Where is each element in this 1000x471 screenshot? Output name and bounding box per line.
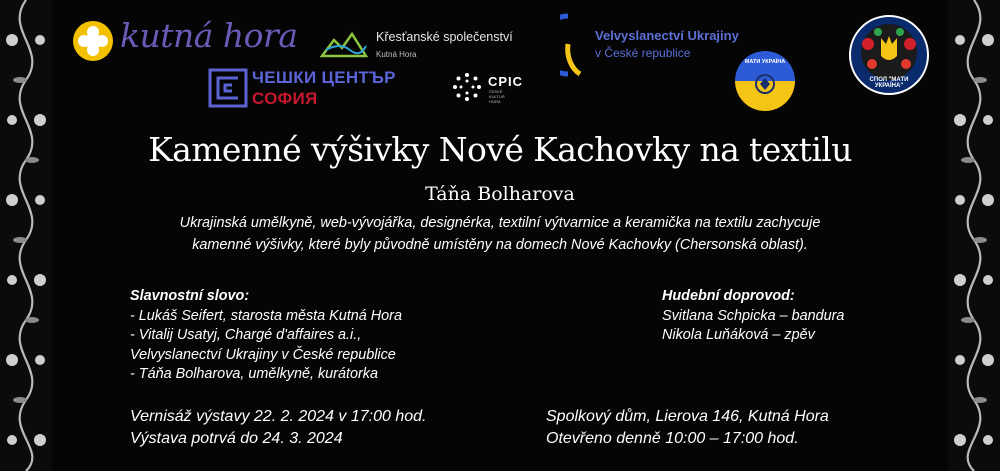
music-section: [662, 287, 844, 346]
ornament-border-left: [0, 0, 52, 471]
speeches-heading: Slavnostní slovo:: [130, 288, 250, 304]
description-line-1: Ukrajinská umělkyně, web-vývojářka, designérka, textilní výtvarnice a keramička na textilu zachycuje: [179, 215, 821, 231]
exhibition-duration: Výstava potrvá do 24. 3. 2024: [130, 430, 343, 447]
opening-hours: Otevřeno denně 10:00 – 17:00 hod.: [546, 430, 799, 447]
ornament-border-right: [948, 0, 1000, 471]
speeches-section: [130, 287, 402, 385]
mati-ukraina-text: СПОЛ "МАТИ УКРАЇНА": [869, 77, 909, 89]
venue-address: Spolkový dům, Lierova 146, Kutná Hora: [546, 408, 829, 425]
artist-description: [70, 212, 930, 256]
speech-line: - Lukáš Seifert, starosta města Kutná Hora: [130, 307, 402, 324]
embassy-line1: Velvyslanectví Ukrajiny: [595, 28, 739, 43]
krestanske-subtitle: Kutná Hora: [376, 50, 417, 59]
exhibition-title: Kamenné výšivky Nové Kachovky na textilu: [148, 130, 852, 169]
ukraine-badge-text: МАТИ УКРАЇНА: [744, 59, 786, 65]
ceshki-center-logo-icon: [208, 68, 248, 108]
ceshki-line2: СОФИЯ: [252, 89, 318, 108]
krestanske-spolecenstvi-logo-icon: [320, 28, 368, 60]
kutna-hora-emblem-icon: [72, 20, 114, 62]
cpic-small-text: ČESKÉ KULTUR HORA: [489, 89, 505, 104]
description-line-2: kamenné výšivky, které byly původně umístěny na domech Nové Kachovky (Chersonská oblast).: [192, 237, 808, 253]
artist-name: Táňa Bolharova: [425, 183, 575, 205]
music-heading: Hudební doprovod:: [662, 288, 795, 304]
embassy-line2: v České republice: [595, 46, 691, 60]
cpic-logo-icon: [452, 72, 482, 102]
music-line: Svitlana Schpicka – bandura: [662, 307, 845, 324]
ukraine-round-badge: [734, 50, 796, 112]
mati-ukraina-emblem: [848, 14, 930, 96]
cpic-name: CPIC: [488, 74, 524, 89]
embassy-ukraine-logo-icon: [560, 12, 590, 78]
speech-line: - Táňa Bolharova, umělkyně, kurátorka: [130, 366, 378, 382]
music-line: Nikola Luňáková – zpěv: [662, 327, 815, 343]
venue-section: [546, 406, 829, 450]
speech-line: Velvyslanectví Ukrajiny v České republice: [130, 346, 396, 363]
vernissage-date: Vernisáž výstavy 22. 2. 2024 v 17:00 hod.: [130, 408, 427, 425]
ceshki-line1: ЧЕШКИ ЦЕНТЪР: [252, 68, 396, 87]
dates-section: [130, 406, 426, 450]
kutna-hora-logo-text: kutná hora: [120, 16, 298, 55]
speech-line: - Vitalij Usatyj, Chargé d'affaires a.i.,: [130, 327, 362, 343]
krestanske-title: Křesťanské společenství: [376, 30, 513, 44]
